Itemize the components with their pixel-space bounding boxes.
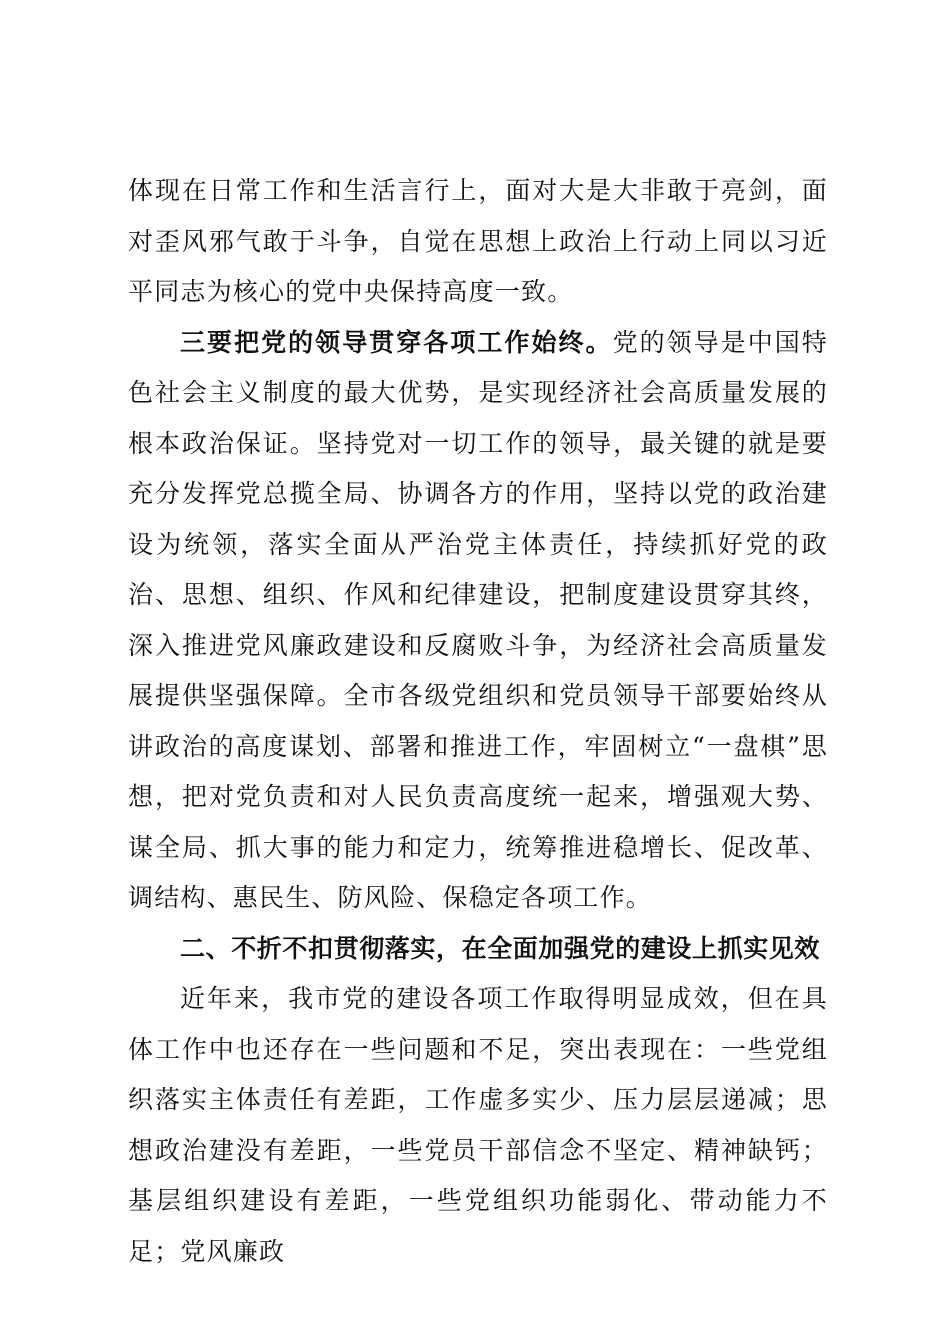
- paragraph-recent-years: 近年来，我市党的建设各项工作取得明显成效，但在具体工作中也还存在一些问题和不足，突出表现在：一些党组织落实主体责任有差距，工作虚多实少、压力层层递减；思想政治建没有差距，一些党员干部信念不坚定、精神缺钙；基层组织建设有差距，一些党组织功能弱化、带动能力不足；党风廉政: [128, 984, 828, 1266]
- paragraph-lead-sentence: 三要把党的领导贯穿各项工作始终。: [180, 327, 613, 357]
- paragraph-body-text: 党的领导是中国特色社会主义制度的最大优势，是实现经济社会高质量发展的根本政治保证。坚持党对一切工作的领导，最关键的就是要充分发挥党总揽全局、协调各方的作用，坚持以党的政治建设为统领，落实全面从严治党主体责任，持续抓好党的政治、思想、组织、作风和纪律建设，把制度建设贯穿其终，深入推进党风廉政建设和反腐败斗争，为经济社会高质量发展提供坚强保障。全市各级党组织和党员领导干部要始终从讲政治的高度谋划、部署和推进工作，牢固树立“一盘棋”思想，把对党负责和对人民负责高度统一起来，增强观大势、谋全局、抓大事的能力和定力，统筹推进稳增长、促改革、调结构、惠民生、防风险、保稳定各项工作。: [128, 327, 829, 912]
- paragraph-point-three: [128, 318, 828, 924]
- section-heading: 二、不折不扣贯彻落实，在全面加强党的建设上抓实见效: [180, 933, 821, 963]
- document-body: [128, 166, 828, 1277]
- paragraph-continuation: 体现在日常工作和生活言行上，面对大是大非敢于亮剑，面对歪风邪气敢于斗争，自觉在思想上政治上行动上同以习近平同志为核心的党中央保持高度一致。: [128, 176, 828, 306]
